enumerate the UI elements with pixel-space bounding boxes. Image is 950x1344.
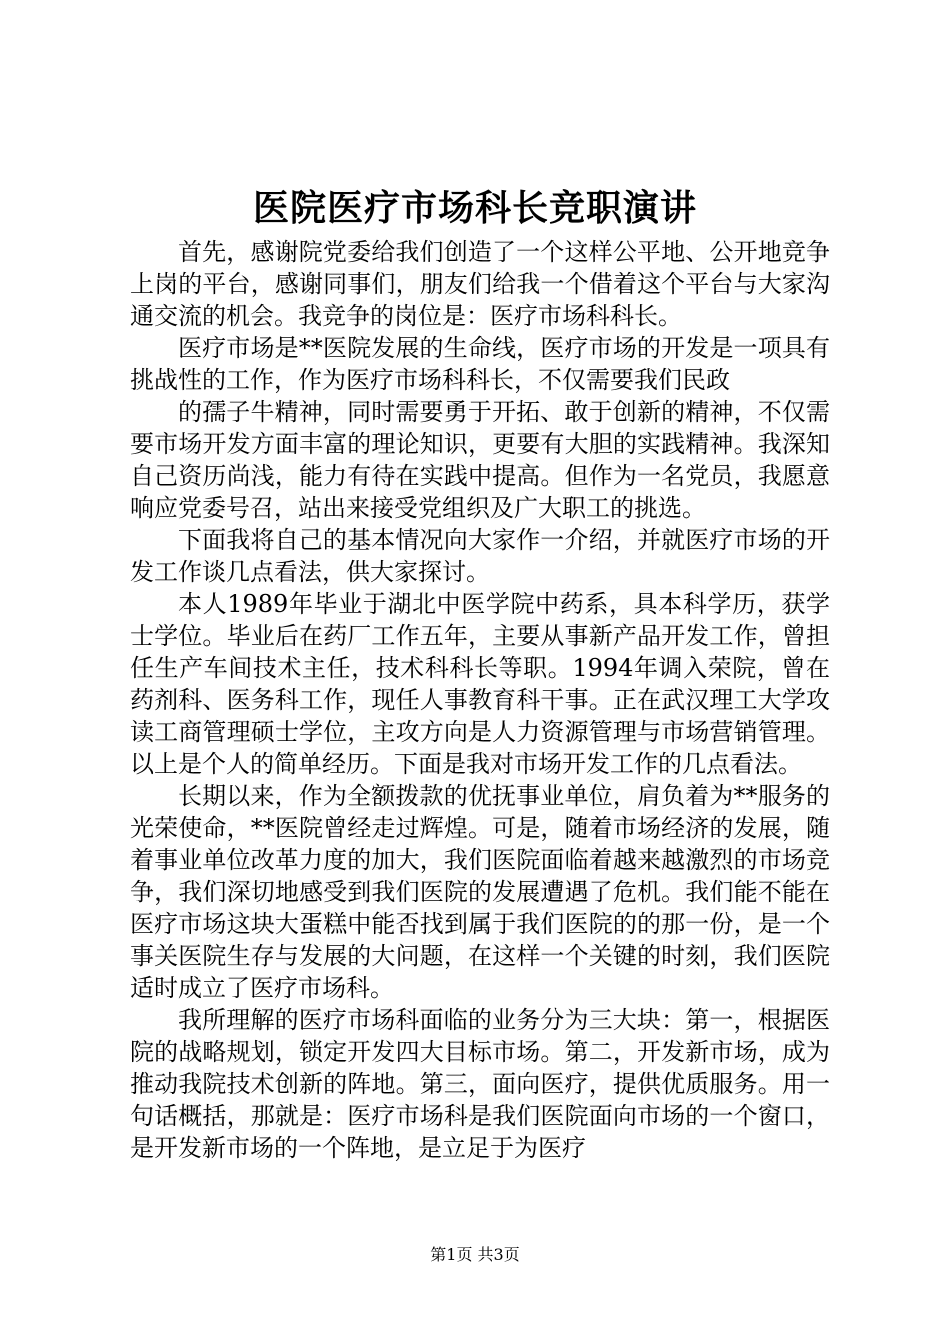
- document-title: 医院医疗市场科长竞职演讲: [252, 187, 697, 229]
- paragraph-3: 的孺子牛精神，同时需要勇于开拓、敢于创新的精神，不仅需要市场开发方面丰富的理论知识，更要有大胆的实践精神。我深知自己资历尚浅，能力有待在实践中提高。但作为一名党员，我愿意响应党委号召，站出来接受党组织及广大职工的挑选。: [130, 398, 830, 522]
- paragraph-2: 医疗市场是**医院发展的生命线，医疗市场的开发是一项具有挑战性的工作，作为医疗市场科科长，不仅需要我们民政: [130, 334, 830, 394]
- document-body: [130, 236, 830, 1164]
- paragraph-4: 下面我将自己的基本情况向大家作一介绍，并就医疗市场的开发工作谈几点看法，供大家探讨。: [130, 526, 830, 586]
- page-footer: 第1页 共3页: [430, 1245, 520, 1264]
- paragraph-1: 首先，感谢院党委给我们创造了一个这样公平地、公开地竞争上岗的平台，感谢同事们，朋友们给我一个借着这个平台与大家沟通交流的机会。我竞争的岗位是：医疗市场科科长。: [130, 238, 830, 330]
- paragraph-7: 我所理解的医疗市场科面临的业务分为三大块：第一，根据医院的战略规划，锁定开发四大目标市场。第二，开发新市场，成为推动我院技术创新的阵地。第三，面向医疗，提供优质服务。用一句话概括，那就是：医疗市场科是我们医院面向市场的一个窗口，是开发新市场的一个阵地，是立足于为医疗: [130, 1006, 830, 1162]
- paragraph-6: 长期以来，作为全额拨款的优抚事业单位，肩负着为**服务的光荣使命，**医院曾经走过辉煌。可是，随着市场经济的发展，随着事业单位改革力度的加大，我们医院面临着越来越激烈的市场竞争，我们深切地感受到我们医院的发展遭遇了危机。我们能不能在医疗市场这块大蛋糕中能否找到属于我们医院的的那一份，是一个事关医院生存与发展的大问题，在这样一个关键的时刻，我们医院适时成立了医疗市场科。: [130, 782, 830, 1002]
- paragraph-5: 本人1989年毕业于湖北中医学院中药系，具本科学历，获学士学位。毕业后在药厂工作五年，主要从事新产品开发工作，曾担任生产车间技术主任，技术科科长等职。1994年调入荣院，曾在药剂科、医务科工作，现任人事教育科干事。正在武汉理工大学攻读工商管理硕士学位，主攻方向是人力资源管理与市场营销管理。以上是个人的简单经历。下面是我对市场开发工作的几点看法。: [130, 590, 830, 778]
